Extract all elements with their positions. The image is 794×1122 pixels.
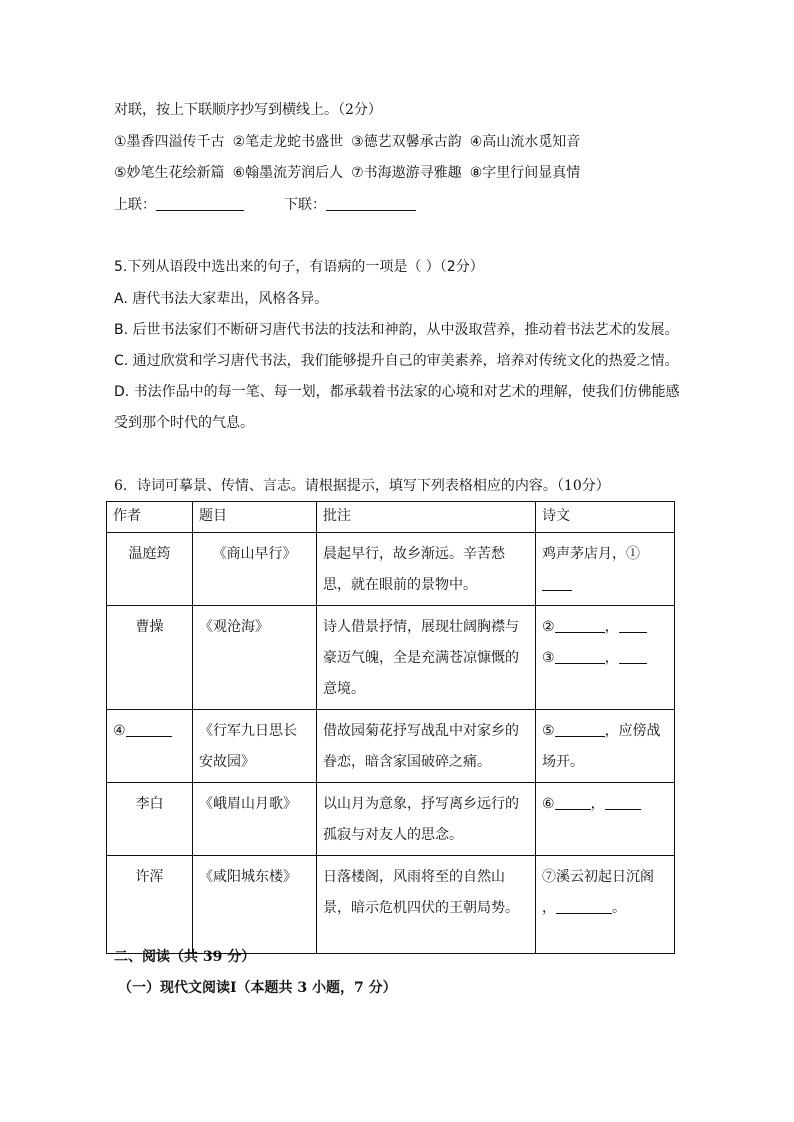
q4-option-6: ⑥翰墨流芳润后人 — [232, 165, 344, 181]
q4-option-1: ①墨香四溢传千古 — [114, 134, 225, 150]
answer-blank-6a[interactable] — [555, 795, 591, 810]
q4-answer-line — [114, 195, 416, 215]
poem-marker-5: ⑤ — [542, 723, 555, 739]
cell-title: 《商山早行》 — [193, 533, 317, 606]
poem-period: 。 — [612, 900, 626, 916]
cell-note: 以山月为意象，抒写离乡远行的孤寂与对友人的思念。 — [317, 783, 536, 856]
header-note: 批注 — [317, 502, 536, 533]
q4-option-4: ④高山流水觅知音 — [469, 134, 581, 150]
cell-title: 《咸阳城东楼》 — [193, 856, 317, 954]
poem-text: ，应傍战场开。 — [542, 723, 661, 770]
cell-poem — [536, 783, 675, 856]
q4-option-5: ⑤妙笔生花绘新篇 — [114, 165, 225, 181]
q6-question: 6．诗词可摹景、传情、言志。请根据提示，填写下列表格相应的内容。（10分） — [114, 478, 610, 494]
cell-note: 借故园菊花抒写战乱中对家乡的眷恋，暗含家国破碎之痛。 — [317, 710, 536, 783]
q5-option-b: B. 后世书法家们不断研习唐代书法的技法和神韵，从中汲取营养，推动着书法艺术的发展。 — [114, 322, 679, 338]
cell-author: 李白 — [107, 783, 193, 856]
table-row — [107, 606, 675, 710]
header-author: 作者 — [107, 502, 193, 533]
answer-blank-3b[interactable] — [619, 649, 647, 664]
q4-option-3: ③德艺双馨承古韵 — [351, 134, 462, 150]
table-row — [107, 533, 675, 606]
cell-poem — [536, 533, 675, 606]
cell-author: 许浑 — [107, 856, 193, 954]
q4-lower-blank[interactable] — [326, 196, 416, 211]
cell-author — [107, 710, 193, 783]
cell-note: 诗人借景抒情，展现壮阔胸襟与豪迈气魄，全是充满苍凉慷慨的意境。 — [317, 606, 536, 710]
q4-options-row2 — [114, 163, 580, 183]
q4-option-8: ⑧字里行间显真情 — [469, 165, 581, 181]
poem-marker-2: ② — [542, 619, 555, 635]
author-marker-4: ④ — [113, 723, 126, 739]
cell-title: 《观沧海》 — [193, 606, 317, 710]
q5-option-d-line2: 受到那个时代的气息。 — [114, 415, 254, 431]
q4-option-2: ②笔走龙蛇书盛世 — [232, 134, 344, 150]
poem-text: 鸡声茅店月，① — [542, 546, 640, 562]
cell-author: 温庭筠 — [107, 533, 193, 606]
answer-blank-3a[interactable] — [555, 649, 605, 664]
comma: ， — [604, 619, 619, 635]
cell-title: 《峨眉山月歌》 — [193, 783, 317, 856]
answer-blank-7[interactable] — [556, 899, 612, 914]
poem-text: ⑦溪云初起日沉阁 ， — [542, 869, 654, 916]
table-row — [107, 783, 675, 856]
cell-poem — [536, 710, 675, 783]
answer-blank-1[interactable] — [542, 576, 572, 591]
answer-blank-2b[interactable] — [619, 618, 647, 633]
q5-option-c: C. 通过欣赏和学习唐代书法，我们能够提升自己的审美素养，培养对传统文化的热爱之情。 — [114, 353, 679, 369]
answer-blank-2a[interactable] — [555, 618, 605, 633]
table-header-row — [107, 502, 675, 533]
q4-upper-blank[interactable] — [156, 196, 244, 211]
cell-poem — [536, 606, 675, 710]
subsection-heading: （一）现代文阅读Ⅰ（本题共 3 小题，7 分） — [118, 980, 397, 996]
poem-marker-6: ⑥ — [542, 796, 555, 812]
q5-question: 5.下列从语段中选出来的句子，有语病的一项是（ ）（2分） — [114, 259, 484, 275]
q4-upper-label: 上联： — [114, 197, 156, 213]
answer-blank-5[interactable] — [555, 722, 605, 737]
answer-blank-6b[interactable] — [605, 795, 641, 810]
table-row — [107, 710, 675, 783]
cell-note: 日落楼阁，风雨将至的自然山景，暗示危机四伏的王朝局势。 — [317, 856, 536, 954]
q5-option-d-line1: D. 书法作品中的每一笔、每一划，都承载着书法家的心境和对艺术的理解，使我们仿佛能感 — [114, 384, 680, 400]
q5-option-a: A. 唐代书法大家辈出，风格各异。 — [114, 291, 329, 307]
header-title: 题目 — [193, 502, 317, 533]
q4-options-row1 — [114, 132, 580, 152]
cell-poem — [536, 856, 675, 954]
cell-author: 曹操 — [107, 606, 193, 710]
header-poem: 诗文 — [536, 502, 675, 533]
cell-title: 《行军九日思长安故园》 — [193, 710, 317, 783]
table-row — [107, 856, 675, 954]
comma: ， — [590, 796, 605, 812]
answer-blank-4[interactable] — [126, 722, 172, 737]
poem-table — [106, 501, 675, 954]
q4-option-7: ⑦书海遨游寻雅趣 — [351, 165, 462, 181]
poem-marker-3: ③ — [542, 650, 555, 666]
section-heading: 二、阅读（共 39 分） — [114, 949, 256, 965]
cell-note: 晨起早行，故乡渐远。辛苦愁思，就在眼前的景物中。 — [317, 533, 536, 606]
comma: ， — [604, 650, 619, 666]
q4-lower-label: 下联： — [284, 197, 326, 213]
q4-instruction: 对联，按上下联顺序抄写到横线上。（2分） — [114, 102, 382, 118]
